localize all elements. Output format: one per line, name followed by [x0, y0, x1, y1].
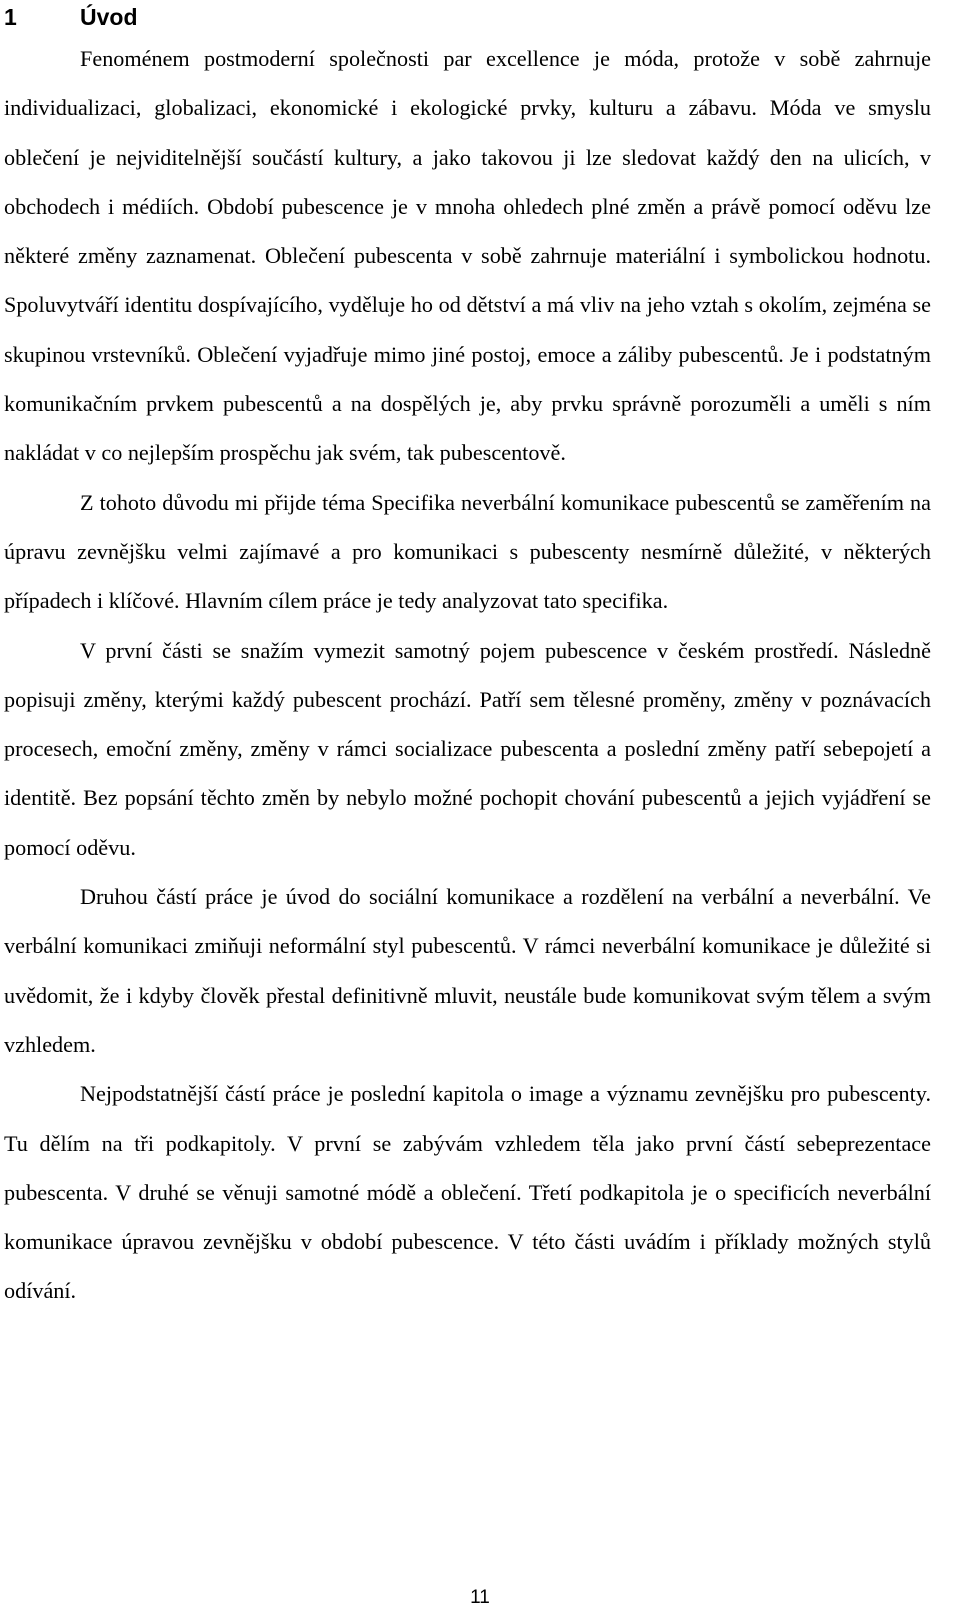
paragraph-first-part: V první části se snažím vymezit samotný pojem pubescence v českém prostředí. Následně popisuji změny, kterými každý pubescent prochází. Patří sem tělesné proměny, změny v poznávacích procesech, emoční změny, změny v rámci socializace pubescenta a poslední změny patří sebepojetí a identitě. Bez popsání těchto změn by nebylo možné pochopit chování pubescentů a jejich vyjádření se pomocí oděvu. [4, 637, 931, 860]
paragraph-second-part: Druhou částí práce je úvod do sociální komunikace a rozdělení na verbální a neverbální. Ve verbální komunikaci zmiňuji neformální styl pubescentů. V rámci neverbální komunikace je důležité si uvědomit, že i kdyby člověk přestal definitivně mluvit, neustále bude komunikovat svým tělem a svým vzhledem. [4, 884, 931, 1057]
chapter-number: 1 [4, 4, 17, 30]
chapter-title: Úvod [80, 4, 138, 30]
paragraph-motivation: Z tohoto důvodu mi přijde téma Specifika neverbální komunikace pubescentů se zaměřením na úpravu zevnějšku velmi zajímavé a pro komunikaci s pubescenty nesmírně důležité, v některých případech i klíčové. Hlavním cílem práce je tedy analyzovat tato specifika. [4, 489, 931, 614]
page-number: 11 [470, 1587, 490, 1608]
chapter-heading [4, 0, 931, 34]
document-page [4, 0, 931, 1316]
paragraph-main-part: Nejpodstatnější částí práce je poslední kapitola o image a významu zevnějšku pro pubescenty. Tu dělím na tři podkapitoly. V první se zabývám vzhledem těla jako první částí sebeprezentace pubescenta. V druhé se věnuji samotné módě a oblečení. Třetí podkapitola je o specificích neverbální komunikace úpravou zevnějšku v období pubescence. V této části uvádím i příklady možných stylů odívání. [4, 1081, 931, 1304]
paragraph-intro: Fenoménem postmoderní společnosti par excellence je móda, protože v sobě zahrnuje individualizaci, globalizaci, ekonomické i ekologické prvky, kulturu a zábavu. Móda ve smyslu oblečení je nejviditelnější součástí kultury, a jako takovou ji lze sledovat každý den na ulicích, v obchodech i médiích. Období pubescence je v mnoha ohledech plné změn a právě pomocí oděvu lze některé změny zaznamenat. Oblečení pubescenta v sobě zahrnuje materiální i symbolickou hodnotu. Spoluvytváří identitu dospívajícího, vyděluje ho od dětství a má vliv na jeho vztah s okolím, zejména se skupinou vrstevníků. Oblečení vyjadřuje mimo jiné postoj, emoce a záliby pubescentů. Je i podstatným komunikačním prvkem pubescentů a na dospělých je, aby prvku správně porozuměli a uměli s ním nakládat v co nejlepším prospěchu jak svém, tak pubescentově. [4, 46, 931, 466]
